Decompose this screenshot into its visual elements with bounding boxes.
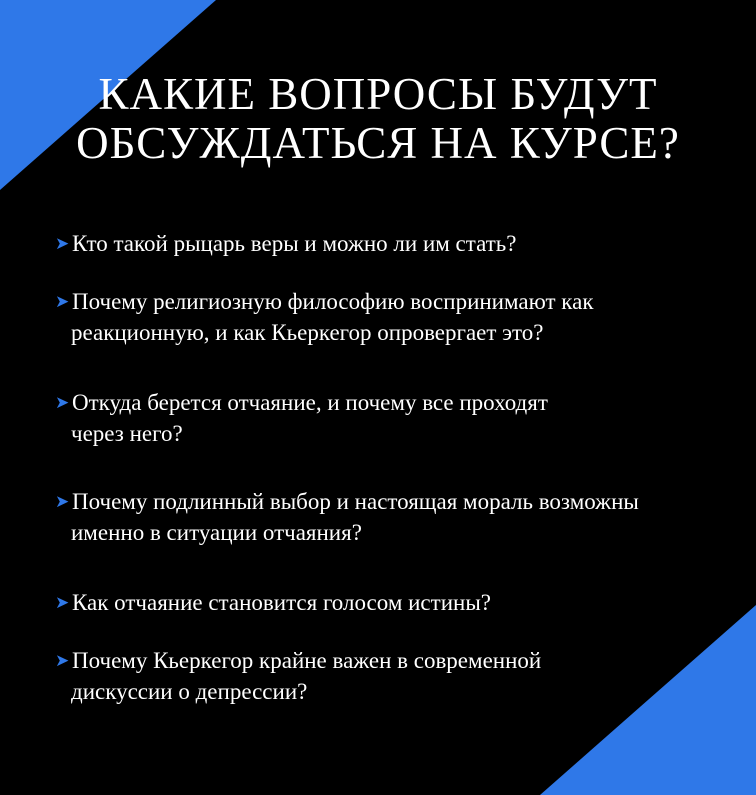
question-line-continuation: через него? bbox=[71, 421, 183, 446]
slide-title-line-2: ОБСУЖДАТЬСЯ НА КУРСЕ? bbox=[76, 118, 680, 168]
arrowhead-bullet-icon: ➤ bbox=[55, 393, 70, 412]
question-text: Кто такой рыцарь веры и можно ли им стать? bbox=[72, 231, 517, 256]
question-line bbox=[55, 587, 735, 618]
question-text: Почему подлинный выбор и настоящая мораль возможны bbox=[72, 489, 639, 514]
question-item bbox=[55, 645, 735, 707]
question-text: Почему Кьеркегор крайне важен в современной bbox=[72, 648, 542, 673]
question-line-continuation: именно в ситуации отчаяния? bbox=[71, 520, 362, 545]
question-line bbox=[55, 486, 735, 517]
question-line-continuation: реакционную, и как Кьеркегор опровергает это? bbox=[71, 320, 544, 345]
arrowhead-bullet-icon: ➤ bbox=[55, 651, 70, 670]
question-item bbox=[55, 486, 735, 548]
question-line bbox=[55, 645, 735, 676]
question-text: Почему религиозную философию воспринимают как bbox=[72, 289, 594, 314]
question-line-continuation: дискуссии о депрессии? bbox=[71, 679, 308, 704]
arrowhead-bullet-icon: ➤ bbox=[55, 292, 70, 311]
question-item bbox=[55, 387, 735, 449]
question-item bbox=[55, 228, 735, 259]
question-line bbox=[55, 286, 735, 317]
question-item bbox=[55, 286, 735, 348]
question-text: Как отчаяние становится голосом истины? bbox=[72, 590, 491, 615]
question-item bbox=[55, 587, 735, 618]
question-text: Откуда берется отчаяние, и почему все проходят bbox=[72, 390, 548, 415]
question-line bbox=[55, 228, 735, 259]
arrowhead-bullet-icon: ➤ bbox=[55, 234, 70, 253]
slide-title-line-1: КАКИЕ ВОПРОСЫ БУДУТ bbox=[98, 69, 658, 119]
arrowhead-bullet-icon: ➤ bbox=[55, 593, 70, 612]
question-line bbox=[55, 387, 735, 418]
arrowhead-bullet-icon: ➤ bbox=[55, 492, 70, 511]
